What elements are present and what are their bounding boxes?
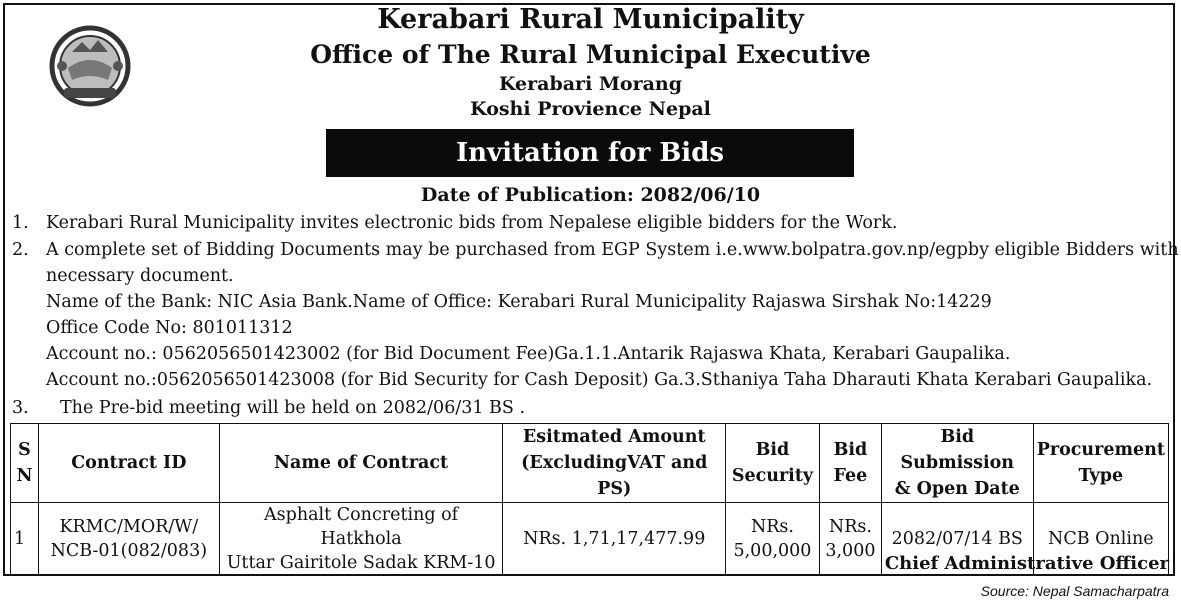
header-procurement-type: Procurement Type xyxy=(1033,424,1168,503)
cell-bid-security: NRs. 5,00,000 xyxy=(725,503,819,576)
item-number: 2. xyxy=(12,240,29,260)
province-line: Koshi Provience Nepal xyxy=(470,98,711,120)
publication-date: Date of Publication: 2082/06/10 xyxy=(420,184,761,206)
cell-sn: 1 xyxy=(11,503,39,576)
header-bid-security: Bid Security xyxy=(725,424,819,503)
header-bid-fee: Bid Fee xyxy=(819,424,881,503)
source-credit: Source: Nepal Samacharpatra xyxy=(980,583,1169,599)
header-submission-date: Bid Submission & Open Date xyxy=(881,424,1033,503)
office-code-line: Office Code No: 801011312 xyxy=(46,318,293,338)
header-contract-name: Name of Contract xyxy=(219,424,503,503)
cell-procurement-type: NCB Online xyxy=(1033,503,1168,576)
item-number: 3. xyxy=(12,398,29,418)
cell-contract-id: KRMC/MOR/W/ NCB-01(082/083) xyxy=(38,503,219,576)
cell-estimated-amount: NRs. 1,71,17,477.99 xyxy=(503,503,726,576)
location-line: Kerabari Morang xyxy=(498,73,683,95)
header-contract-id: Contract ID xyxy=(38,424,219,503)
account-line: Account no.: 0562056501423002 (for Bid Document Fee)Ga.1.1.Antarik Rajaswa Khata, Kerabari Gaupalika. xyxy=(46,344,1011,364)
bank-info-line: Name of the Bank: NIC Asia Bank.Name of Office: Kerabari Rural Municipality Rajaswa Sirshak No:14229 xyxy=(46,292,992,312)
item-text-continued: necessary document. xyxy=(46,266,234,286)
cell-bid-fee: NRs. 3,000 xyxy=(819,503,881,576)
item-text: A complete set of Bidding Documents may be purchased from EGP System i.e.www.bolpatra.gov.np/egpby eligible Bidders with xyxy=(46,240,1179,260)
table-header-row xyxy=(11,424,1169,503)
account-line: Account no.:0562056501423008 (for Bid Security for Cash Deposit) Ga.3.Sthaniya Taha Dharauti Khata Kerabari Gaupalika. xyxy=(46,370,1153,390)
cell-contract-name: Asphalt Concreting of Hatkhola Uttar Gairitole Sadak KRM-10 xyxy=(219,503,503,576)
notice-title: Invitation for Bids xyxy=(455,138,725,168)
office-name: Office of The Rural Municipal Executive xyxy=(310,40,871,69)
cell-submission-date: 2082/07/14 BS xyxy=(881,503,1033,576)
header-estimated-amount: Esitmated Amount (ExcludingVAT and PS) xyxy=(503,424,726,503)
signatory-title: Chief Administrative Officer xyxy=(884,553,1169,574)
item-text: The Pre-bid meeting will be held on 2082/06/31 BS . xyxy=(60,398,526,418)
municipality-name: Kerabari Rural Municipality xyxy=(377,4,804,35)
item-number: 1. xyxy=(12,213,29,233)
notice-title-banner xyxy=(326,129,854,177)
item-text: Kerabari Rural Municipality invites electronic bids from Nepalese eligible bidders for the Work. xyxy=(46,213,898,233)
header-sn: S N xyxy=(11,424,39,503)
